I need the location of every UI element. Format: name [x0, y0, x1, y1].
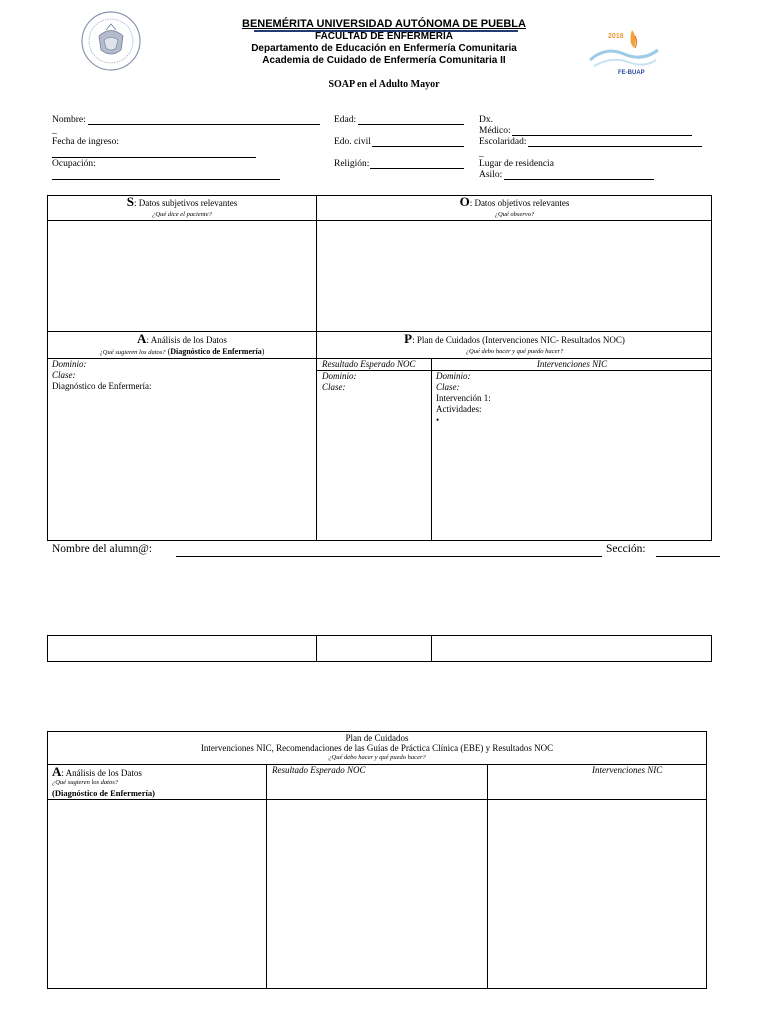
- dx-label: Dx.: [479, 115, 493, 125]
- a-diagnosis-label: Diagnóstico de Enfermería: [170, 347, 262, 356]
- edo-civil-field[interactable]: [372, 146, 464, 147]
- nic-actividades-label: Actividades:: [436, 404, 482, 414]
- nombre-field[interactable]: [88, 124, 320, 125]
- t2-a-letter: A: [52, 764, 62, 779]
- department-name: Departamento de Educación en Enfermería Comunitaria: [251, 43, 517, 54]
- document-title: SOAP en el Adulto Mayor: [328, 79, 440, 90]
- empty-row-divider-1: [316, 635, 317, 662]
- p-letter: P: [404, 331, 413, 346]
- edad-label: Edad:: [334, 115, 357, 125]
- t2-a-diagnosis: (Diagnóstico de Enfermería): [52, 788, 155, 798]
- care-plan-title: Plan de Cuidados: [345, 733, 409, 743]
- a-paren-close: ): [261, 347, 265, 356]
- t2-nic-header: Intervenciones NIC: [592, 765, 663, 775]
- p-label: : Plan de Cuidados (Intervenciones NIC- Resultados NOC): [412, 335, 625, 345]
- religion-label: Religión:: [334, 159, 370, 169]
- svg-text:FE-BUAP: FE-BUAP: [618, 70, 645, 76]
- o-letter: O: [459, 194, 470, 209]
- a-paren-open: (: [165, 347, 171, 356]
- nombre-label: Nombre:: [52, 115, 86, 125]
- student-name-field[interactable]: [176, 556, 602, 557]
- a-header: [48, 331, 316, 346]
- edad-field[interactable]: [358, 124, 464, 125]
- medico-label: Médico:: [479, 126, 511, 136]
- fecha-ingreso-label: Fecha de ingreso:: [52, 137, 120, 147]
- noc-dominio-label: Dominio:: [322, 371, 357, 381]
- noc-nic-divider: [431, 358, 432, 541]
- t2-noc-header: Resultado Esperado NOC: [272, 765, 366, 775]
- svg-text:2018: 2018: [608, 33, 624, 40]
- s-question: ¿Qué dice el paciente?: [152, 211, 212, 218]
- empty-row-divider-2: [431, 635, 432, 662]
- a-clase-label: Clase:: [52, 370, 76, 380]
- p-header: [317, 331, 712, 346]
- university-seal-logo: [80, 10, 142, 72]
- a-dominio-label: Dominio:: [52, 359, 87, 369]
- noc-nic-header-line: [316, 370, 712, 371]
- noc-clase-label: Clase:: [322, 382, 346, 392]
- s-letter: S: [126, 194, 134, 209]
- academy-name: Academia de Cuidado de Enfermería Comunitaria II: [262, 55, 506, 66]
- ap-top-line: [47, 331, 712, 332]
- noc-header: Resultado Esperado NOC: [322, 359, 416, 369]
- a-letter: A: [137, 331, 147, 346]
- lugar-residencia-label: Lugar de residencia: [479, 159, 554, 169]
- t2-nic-area[interactable]: [488, 800, 706, 988]
- section-field[interactable]: [656, 556, 720, 557]
- section-label: Sección:: [606, 543, 646, 555]
- nic-intervencion-label: Intervención 1:: [436, 393, 491, 403]
- a-diagnostico-label: Diagnóstico de Enfermería:: [52, 381, 152, 391]
- t2-a-header: [52, 766, 142, 779]
- o-question: ¿Qué observo?: [494, 211, 535, 218]
- nic-header: Intervenciones NIC: [536, 359, 608, 369]
- nic-clase-label: Clase:: [436, 382, 460, 392]
- medico-field[interactable]: [512, 135, 692, 136]
- t2-a-area[interactable]: [48, 800, 266, 988]
- o-data-area[interactable]: [317, 221, 711, 331]
- a-question-line: [48, 347, 316, 358]
- asilo-field[interactable]: [504, 179, 654, 180]
- t2-a-question: ¿Qué sugieren los datos?: [52, 779, 119, 786]
- university-name: BENEMÉRITA UNIVERSIDAD AUTÓNOMA DE PUEBLA: [242, 18, 526, 30]
- s-header: [48, 194, 316, 209]
- asilo-label: Asilo:: [479, 170, 503, 180]
- a-label: : Análisis de los Datos: [146, 335, 227, 345]
- p-question: ¿Qué debo hacer y qué puedo hacer?: [465, 348, 564, 355]
- escolaridad-label: Escolaridad:: [479, 137, 527, 147]
- student-name-label: Nombre del alumn@:: [52, 543, 153, 555]
- edo-civil-label: Edo. civil: [334, 137, 371, 147]
- a-question: ¿Qué sugieren los datos?: [99, 349, 166, 356]
- faculty-name: FACULTAD DE ENFERMERÍA: [315, 31, 453, 42]
- nic-dominio-label: Dominio:: [436, 371, 471, 381]
- t2-noc-area[interactable]: [267, 800, 487, 988]
- religion-field[interactable]: [370, 168, 464, 169]
- escolaridad-field[interactable]: [528, 146, 702, 147]
- t2-a-label: : Análisis de los Datos: [61, 768, 142, 778]
- nombre-continuation: _: [52, 126, 57, 136]
- ocupacion-label: Ocupación:: [52, 159, 96, 169]
- s-label: : Datos subjetivos relevantes: [134, 198, 238, 208]
- o-label: : Datos objetivos relevantes: [469, 198, 570, 208]
- fecha-ingreso-field[interactable]: [52, 157, 256, 158]
- care-plan-subtitle: Intervenciones NIC, Recomendaciones de las Guías de Práctica Clínica (EBE) y Resultados NOC: [200, 743, 554, 753]
- ocupacion-field[interactable]: [52, 179, 280, 180]
- escolaridad-continuation: _: [479, 149, 484, 159]
- s-data-area[interactable]: [48, 221, 316, 331]
- care-plan-question: ¿Qué debo hacer y qué puedo hacer?: [328, 754, 426, 761]
- nic-bullet: •: [436, 415, 440, 425]
- empty-row-table: [47, 635, 712, 662]
- o-header: [317, 194, 712, 209]
